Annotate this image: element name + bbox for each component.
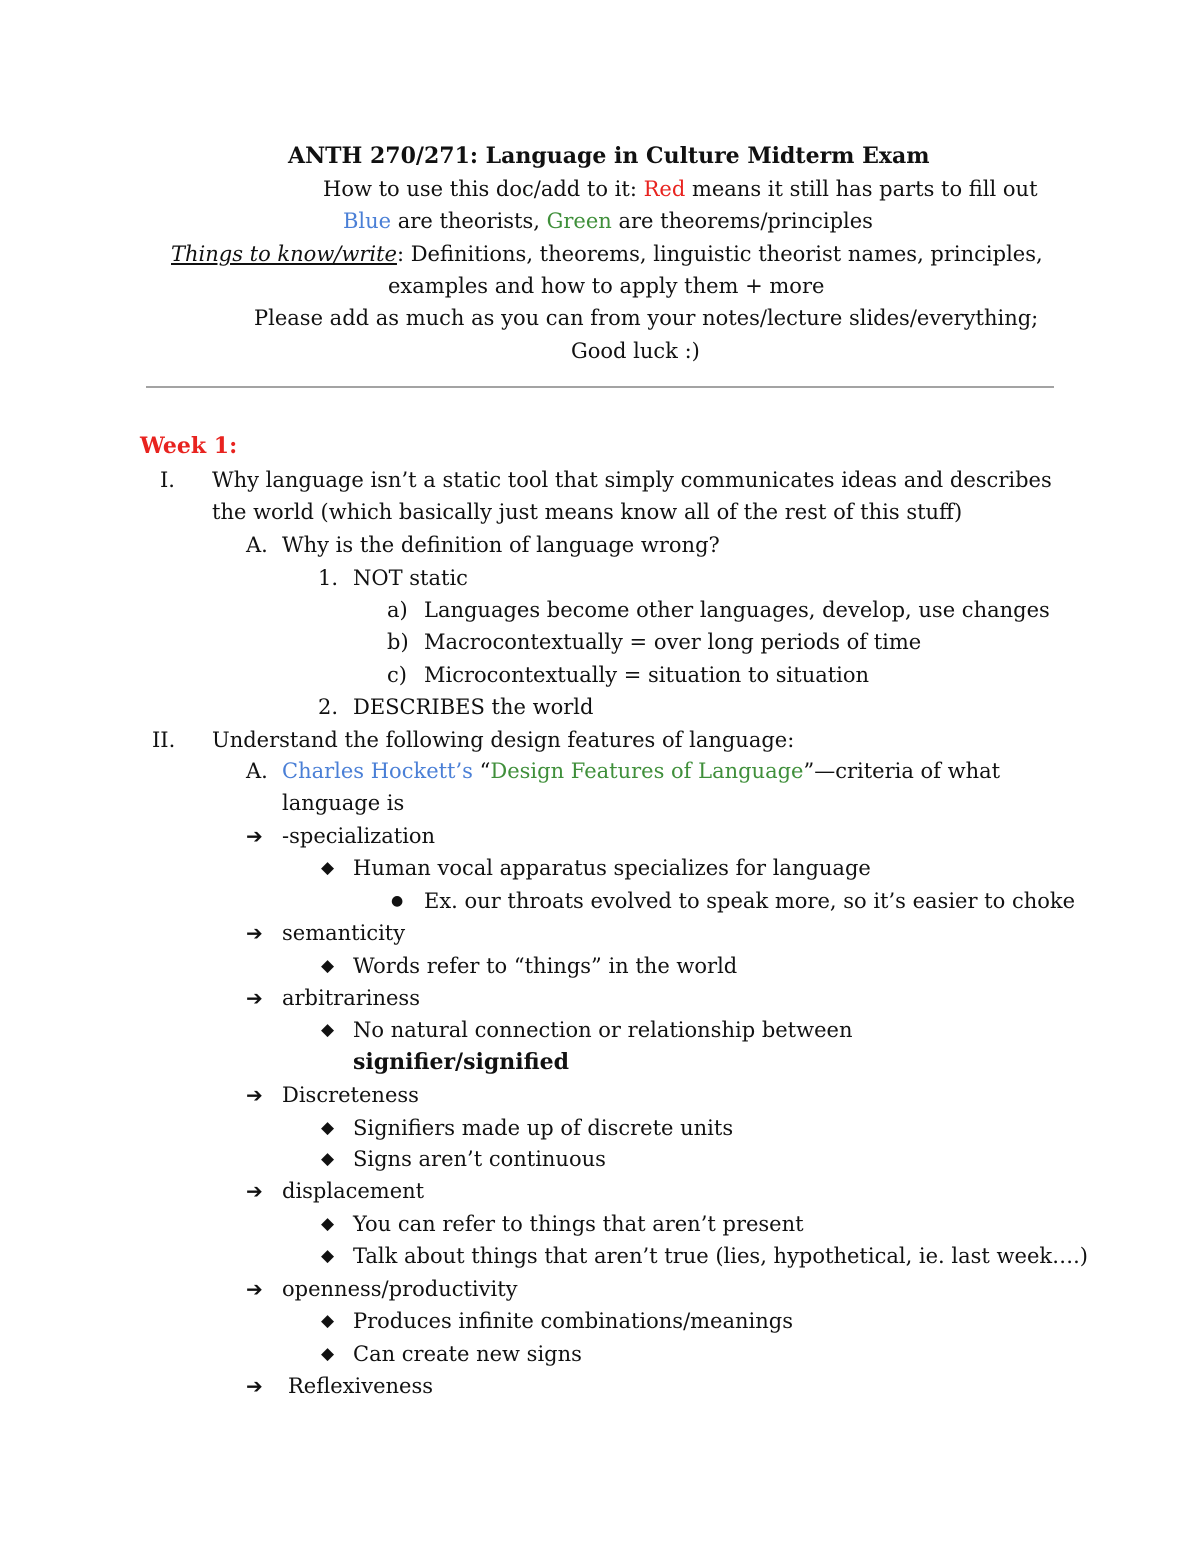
arrow-icon: ➔	[246, 1083, 263, 1107]
arbitrariness-detail: No natural connection or relationship between	[353, 1018, 853, 1042]
diamond-icon: ◆	[321, 1020, 335, 1040]
things-to-know-continued: examples and how to apply them + more	[388, 274, 825, 298]
displacement-detail-1: You can refer to things that aren’t present	[353, 1212, 804, 1236]
item-1-text: NOT static	[353, 566, 468, 590]
discreteness-detail-1: Signifiers made up of discrete units	[353, 1116, 734, 1140]
roman-marker-2: II.	[152, 728, 176, 752]
hockett-line-cont: language is	[282, 791, 405, 815]
semanticity-detail: Words refer to “things” in the world	[353, 954, 738, 978]
feature-specialization: -specialization	[282, 824, 436, 848]
lower-marker-b: b)	[387, 630, 409, 654]
lower-marker-c: c)	[387, 663, 407, 687]
feature-discreteness: Discreteness	[282, 1083, 419, 1107]
things-to-know-label: Things to know/write	[171, 242, 397, 266]
number-marker-1: 1.	[318, 566, 339, 590]
color-legend	[343, 205, 873, 238]
feature-openness: openness/productivity	[282, 1277, 518, 1301]
feature-semanticity: semanticity	[282, 921, 406, 945]
specialization-example: Ex. our throats evolved to speak more, so it’s easier to choke	[424, 889, 1076, 913]
things-to-know-text: : Definitions, theorems, linguistic theorist names, principles,	[396, 242, 1043, 266]
diamond-icon: ◆	[321, 1214, 335, 1234]
item-b-text: Macrocontextually = over long periods of time	[424, 630, 922, 654]
bullet-icon: ●	[391, 893, 404, 909]
feature-reflexiveness: Reflexiveness	[288, 1374, 434, 1398]
diamond-icon: ◆	[321, 858, 335, 878]
roman-marker-1: I.	[160, 468, 175, 492]
horizontal-divider	[146, 386, 1054, 388]
green-legend-word: Green	[546, 209, 612, 233]
arrow-icon: ➔	[246, 921, 263, 945]
letter-marker-a2: A.	[246, 759, 268, 783]
openness-detail-1: Produces infinite combinations/meanings	[353, 1309, 793, 1333]
red-legend-word: Red	[643, 177, 686, 201]
theorist-name: Charles Hockett’s	[282, 759, 473, 783]
openness-detail-2: Can create new signs	[353, 1342, 582, 1366]
week-heading: Week 1:	[140, 433, 238, 459]
diamond-icon: ◆	[321, 1311, 335, 1331]
discreteness-detail-2: Signs aren’t continuous	[353, 1147, 606, 1171]
subsection-a-text: Why is the definition of language wrong?	[282, 533, 720, 557]
section-1-text: Why language isn’t a static tool that simply communicates ideas and describes	[212, 468, 1052, 492]
feature-arbitrariness: arbitrariness	[282, 986, 420, 1010]
section-1-text-cont: the world (which basically just means know all of the rest of this stuff)	[212, 500, 963, 524]
item-c-text: Microcontextually = situation to situation	[424, 663, 870, 687]
section-2-text: Understand the following design features of language:	[212, 728, 795, 752]
diamond-icon: ◆	[321, 1344, 335, 1364]
blue-legend-word: Blue	[343, 209, 392, 233]
item-a-text: Languages become other languages, develop, use changes	[424, 598, 1050, 622]
hockett-rest: ”—criteria of what	[803, 759, 1001, 783]
usage-suffix: means it still has parts to fill out	[685, 177, 1038, 201]
arrow-icon: ➔	[246, 1179, 263, 1203]
lower-marker-a: a)	[387, 598, 408, 622]
signifier-signified-term: signifier/signified	[353, 1049, 569, 1075]
document-title: ANTH 270/271: Language in Culture Midterm Exam	[288, 143, 930, 169]
legend-mid: are theorists,	[391, 209, 547, 233]
diamond-icon: ◆	[321, 1149, 335, 1169]
things-to-know	[171, 238, 1043, 271]
specialization-detail: Human vocal apparatus specializes for language	[353, 856, 871, 880]
number-marker-2: 2.	[318, 695, 339, 719]
arrow-icon: ➔	[246, 986, 263, 1010]
hockett-line	[282, 755, 1000, 788]
usage-prefix: How to use this doc/add to it:	[323, 177, 644, 201]
displacement-detail-2: Talk about things that aren’t true (lies, hypothetical, ie. last week….)	[353, 1244, 1088, 1268]
letter-marker-a: A.	[246, 533, 268, 557]
diamond-icon: ◆	[321, 956, 335, 976]
arrow-icon: ➔	[246, 1277, 263, 1301]
item-2-text: DESCRIBES the world	[353, 695, 594, 719]
arrow-icon: ➔	[246, 1374, 263, 1398]
theorem-name: Design Features of Language	[490, 759, 804, 783]
feature-displacement: displacement	[282, 1179, 425, 1203]
please-add-note: Please add as much as you can from your notes/lecture slides/everything;	[254, 306, 1039, 330]
legend-end: are theorems/principles	[611, 209, 873, 233]
diamond-icon: ◆	[321, 1118, 335, 1138]
quote-open: “	[472, 759, 491, 783]
arrow-icon: ➔	[246, 824, 263, 848]
usage-instructions	[323, 173, 1038, 206]
good-luck-note: Good luck :)	[571, 339, 700, 363]
diamond-icon: ◆	[321, 1246, 335, 1266]
